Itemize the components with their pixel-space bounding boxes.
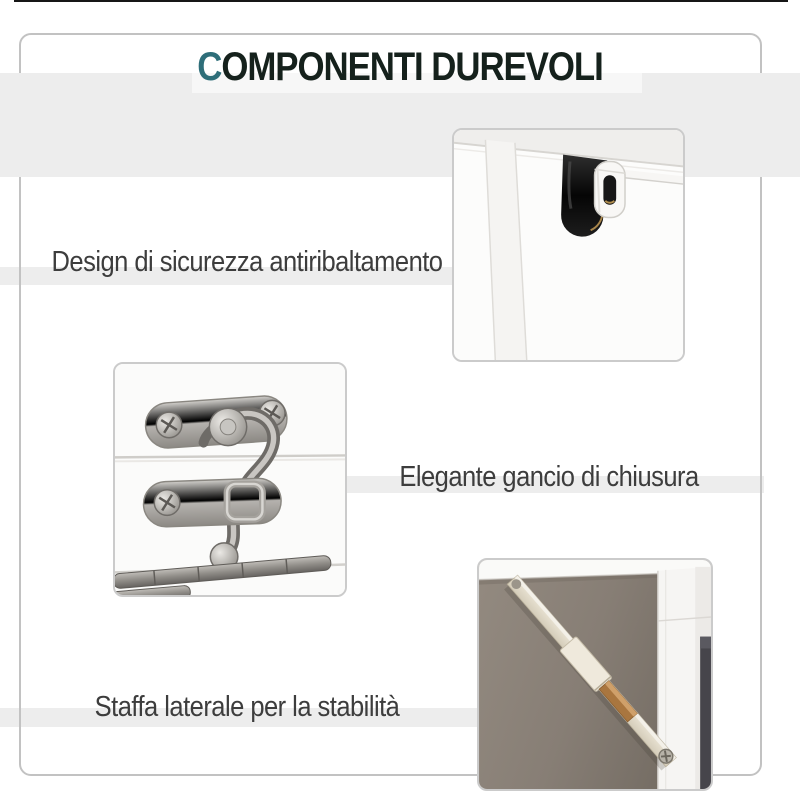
anti-tip-strap-photo xyxy=(454,130,683,360)
title-rest: OMPONENTI DUREVOLI xyxy=(221,45,603,89)
plate-slot xyxy=(603,175,616,204)
photo-card-anti-tip xyxy=(452,128,685,362)
feature-label-anti-tip: Design di sicurezza antiribaltamento xyxy=(51,246,443,278)
title-accent-letter: C xyxy=(197,45,222,89)
feature-label-side-bracket: Staffa laterale per la stabilità xyxy=(94,691,400,723)
feature-label-latch-hook: Elegante gancio di chiusura xyxy=(399,461,699,493)
photo-card-latch-hook xyxy=(113,362,347,597)
latch-hook-photo xyxy=(115,364,345,595)
page-title xyxy=(52,47,748,87)
top-divider-line xyxy=(14,0,788,2)
dark-side-strip xyxy=(700,637,711,789)
photo-card-side-bracket xyxy=(477,558,713,791)
side-bracket-photo xyxy=(479,560,711,789)
